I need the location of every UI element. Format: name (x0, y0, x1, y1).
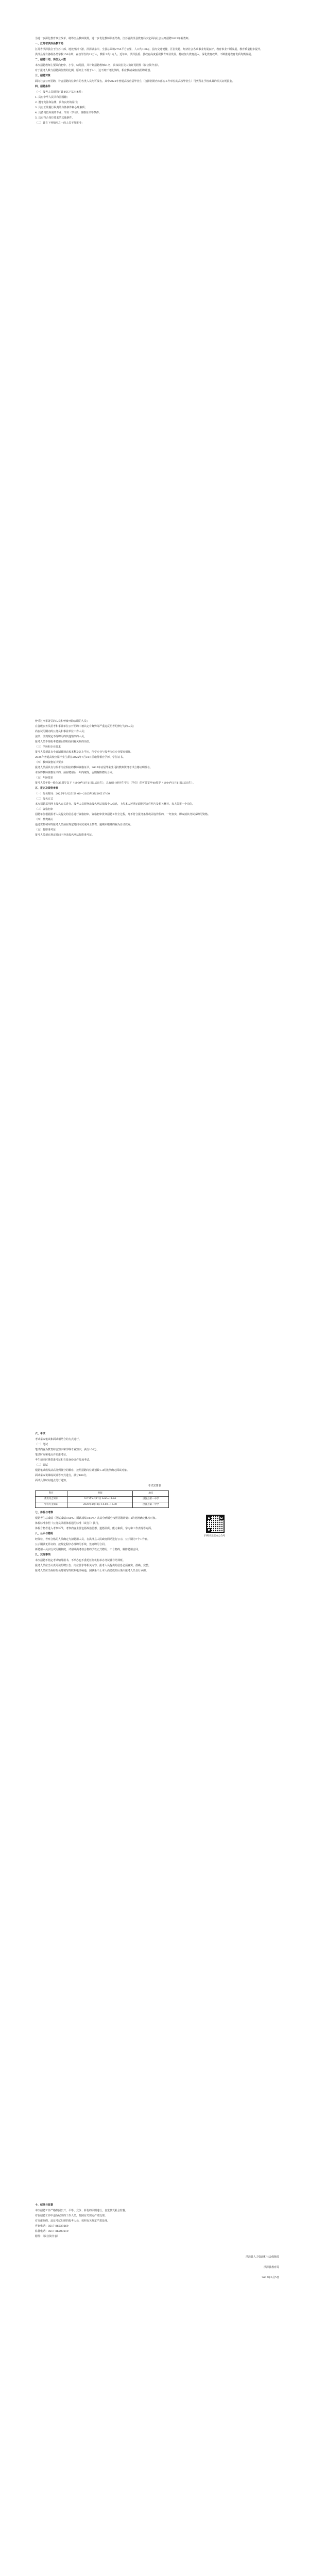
table-cell: 学科专业知识 (36, 1502, 67, 1508)
table-cell: 2025年4月12日 14:00—16:00 (67, 1502, 133, 1508)
body-line: 曾受过刑事处罚的人员和曾被开除公职的人员； (35, 720, 90, 723)
signature-org-1 (30, 2249, 279, 2275)
contact-phone: 咨询电话：0517-86229269 (35, 2225, 68, 2228)
body-line: 笔试时间和地点详见准考证。 (35, 1453, 69, 1456)
body-line: 本次招聘工作严格按照公开、平等、竞争、择优的原则进行，自觉接受社会监督。 (35, 2209, 128, 2212)
section-2-paragraph: 本次招聘教师主要面向初中、小学、幼儿园，共计划招聘教师81名，具体岗位及人数详见附件《岗位简介表》。 (35, 64, 161, 67)
body-line: 报考人员年龄一般为35周岁以下（1989年3月1日以后出生），具有硕士研究生学历（学位）的可放宽至40周岁（1984年3月1日以后出生）。 (35, 782, 195, 785)
section-4-subtitle: （一）报考人员须同时具备以下基本条件： (35, 91, 84, 94)
condition-item: 3. 具有正常履行职责的身体条件和心理素质； (35, 106, 88, 109)
body-line: 面试采取说课或试讲等形式进行，满分100分。 (35, 1474, 89, 1477)
body-line: 对弄虚作假、违反考试纪律的报考人员，按照有关规定严肃处理。 (35, 2219, 110, 2223)
body-line: 尚在试用期内的公务员和事业单位工作人员； (35, 730, 87, 733)
attachment-note: 附件：《岗位简介表》 (35, 2235, 60, 2238)
intro-paragraph: 为进一步深化教育事业改革，统筹全县教师资源，进一步优化教师队伍结构，江苏省洪泽县教育局决定面向社会公开招聘2025年新教师。 (35, 37, 191, 40)
table-cell: 2025年4月12日 9:00—11:00 (67, 1497, 133, 1502)
body-line: 经体检、考察合格的人员确定为拟聘用人员，在洪泽县人民政府网站进行公示，公示期为7个工作日。 (35, 1538, 150, 1541)
section-1-paragraph: 洪泽县现有各级各类学校150余所，在校学生约12万人，教职工约1万人。近年来，洪泽县委、县政府高度重视教育事业发展，持续加大教育投入，深化教育改革，不断推进教育优质均衡发展。 (35, 53, 254, 56)
signature-hr-bureau: 洪泽县人力资源和社会保障局 (245, 2256, 279, 2259)
subsection-title: （四）教师资格证书要求 (35, 761, 64, 764)
body-line: 新聘用人员实行试用期制度，试用期满考核合格的予以正式聘用；不合格的，解除聘用合同。 (35, 1548, 141, 1551)
qr-caption: 扫码关注官方公众号 (204, 1535, 226, 1537)
condition-item: 1. 具有中华人民共和国国籍； (35, 96, 70, 99)
body-line: 报考人员须具有与报考岗位相应的教师资格证书。2025年应届毕业生可持教师资格考试合格证明报名。 (35, 766, 152, 769)
section-3-paragraph: 面向社会公开招聘，符合招聘岗位条件的各类人员均可报名。其中2025年普通高校应届毕业生（含择业期内未落实工作单位的高校毕业生）可凭所在学校出具的相关证明报名。 (35, 80, 235, 83)
body-line: 对在招聘工作中违反纪律的工作人员，按照有关规定严肃处理。 (35, 2214, 108, 2217)
section-5-title: 五、报名及资格审核 (35, 787, 59, 790)
table-row (36, 1502, 169, 1508)
body-line: 报考人员应当认真阅读招聘公告、岗位要求等相关内容，报考人员提供的信息必须真实、准确、完整。 (35, 1564, 151, 1567)
body-line: 报考人员应当保持报名时填写的联系电话畅通，因联系不上本人而造成的后果由报考人员自行承担。 (35, 1569, 149, 1572)
section-4-title: 四、招聘条件 (35, 85, 51, 88)
page-4-content (30, 2202, 279, 2280)
body-line: 报考人员须在规定时间内登录报名网站打印准考证。 (35, 834, 95, 837)
body-line: 2025年普通高校应届毕业生须在2025年7月31日前取得相应学历、学位证书。 (35, 756, 125, 759)
table-header-cell: 地点 (133, 1491, 169, 1497)
condition-item: 5. 具有符合岗位要求的其他条件。 (35, 116, 75, 120)
body-line: 通过资格初审的报考人员须在规定时间内完成网上缴费，逾期未缴费的视为自动放弃。 (35, 823, 133, 826)
subsection-title: （一）笔试 (35, 1443, 48, 1446)
section-2-paragraph: 对于报考人数与招聘岗位数的比例，原则上不低于3:1，达不到开考比例的，相应核减或取消招聘计划。 (35, 69, 153, 72)
body-line: 本次招聘不指定考试辅导用书，不举办也不委托任何机构举办考试辅导培训班。 (35, 1559, 126, 1562)
body-line: 体检标准参照《公务员录用体检通用标准（试行）》执行。 (35, 1522, 101, 1525)
body-line: 考试采取笔试和面试相结合的方式进行。 (35, 1438, 82, 1441)
section-1-paragraph: 江苏省洪泽县位于江苏中部，地处淮河下游，洪泽湖东岸。全县总面积2755平方公里，人口约100万。县内交通便捷，区位优越，经济社会各项事业发展良好，教育事业不断发展，教育质量稳步提升。 (35, 48, 263, 51)
body-line: 法律、法规规定不得聘用的其他情形的人员。 (35, 735, 87, 738)
subsection-title: （一）报名时间：2025年3月25日9:00—2025年3月29日17:00 (35, 792, 110, 795)
page-2-content (30, 719, 279, 838)
table-row (36, 1497, 169, 1502)
body-line: 报考人员不得报考聘用后即构成回避关系的岗位。 (35, 740, 92, 743)
page-1-content (30, 36, 279, 126)
body-line: 根据考生总成绩（笔试成绩×50%＋面试成绩×50%）从高分到低分按照招聘计划1:1的比例确定体检对象。 (35, 1517, 158, 1520)
document-page-4 (0, 2141, 309, 2576)
page-3-content (30, 1431, 279, 1573)
body-line: 根据笔试成绩从高分到低分的顺序，按照招聘岗位计划数1:3的比例确定面试对象。 (35, 1469, 130, 1472)
document-page-1 (0, 0, 309, 714)
body-line: 本次招聘采用网上报名方式进行。报考人员须登录报名网站填报个人信息，上传本人近期正面免冠证件照片及相关材料。每人限报一个岗位。 (35, 803, 195, 806)
table-cell: 教育综合知识 (36, 1497, 67, 1502)
body-line: 在各级公务员招考和事业单位公开招聘中被认定有舞弊等严重违反招考纪律行为的人员； (35, 725, 136, 728)
condition-item: 4. 具备岗位所需的专业、学历（学位）、资格证书等条件； (35, 111, 101, 114)
body-line: 笔试内容为教育综合知识和学科专业知识，满分100分。 (35, 1448, 99, 1451)
exam-schedule-table (35, 1490, 169, 1508)
document-page-3 (0, 1427, 309, 2141)
subsection-title: （五）打印准考证 (35, 828, 56, 832)
subsection-title: （二）面试 (35, 1464, 48, 1467)
supervision-phone: 监督电话：0517-86209619 (35, 2230, 68, 2233)
qr-code-image (206, 1515, 225, 1533)
signature-education-bureau: 洪泽县教育局 (263, 2266, 279, 2269)
signature-date: 2025年3月5日 (261, 2276, 279, 2279)
subsection-title: （三）学历和专业要求 (35, 745, 61, 749)
subsection-title: （五）年龄要求 (35, 776, 54, 779)
section-2-title: 二、招聘计划、岗位及人数 (35, 58, 66, 61)
table-header-cell: 科目 (36, 1491, 67, 1497)
body-line: 招聘单位根据报考人员提交的信息进行资格初审。资格初审贯穿招聘工作全过程，凡不符合报考条件或弄虚作假的，一经查实，即取消其考试或聘用资格。 (35, 813, 211, 816)
condition-item: 2. 遵守宪法和法律，具有良好的品行； (35, 101, 80, 104)
section-8-title: 八、公示与聘用 (35, 1532, 54, 1535)
section-10-title: 十、纪律与监督 (35, 2204, 54, 2207)
subsection-title: （四）缴费确认 (35, 818, 54, 821)
section-6-title: 六、考试 (35, 1432, 46, 1435)
section-1-title: 一、江苏省洪泽县教育局 (35, 42, 64, 45)
table-header-cell: 时间 (67, 1491, 133, 1497)
body-line: 未取得教师资格证书的，须在聘用后一年内取得，否则解除聘用合同。 (35, 771, 115, 774)
body-line: 报考人员须具有全日制普通高校本科及以上学历，所学专业与报考岗位专业要求相符。 (35, 751, 133, 754)
body-line: 考生须同时携带准考证和有效身份证件参加考试。 (35, 1459, 92, 1462)
document-page-2 (0, 714, 309, 1427)
section-4-subtitle: （二）具有下列情形之一的人员不得报考： (35, 122, 84, 125)
subsection-title: （二）报名方式 (35, 798, 54, 801)
section-9-title: 九、其他事项 (35, 1553, 51, 1556)
table-caption: 考试安排表 (148, 1484, 161, 1487)
body-line: 面试具体时间地点另行通知。 (35, 1479, 69, 1482)
section-7-title: 七、体检与考察 (35, 1511, 54, 1514)
subsection-title: （三）资格初审 (35, 808, 54, 811)
body-line: 公示期满无异议的，按规定程序办理聘用手续，签订聘用合同。 (35, 1543, 108, 1546)
table-cell: 洪泽县第一中学 (133, 1502, 169, 1508)
table-cell: 洪泽县第一中学 (133, 1497, 169, 1502)
body-line: 体检合格者进入考察环节，考察内容主要包括政治思想、道德品质、能力素质、学习和工作表现等方面。 (35, 1527, 154, 1530)
section-3-title: 三、招聘对象 (35, 74, 51, 77)
table-header-row (36, 1491, 169, 1497)
